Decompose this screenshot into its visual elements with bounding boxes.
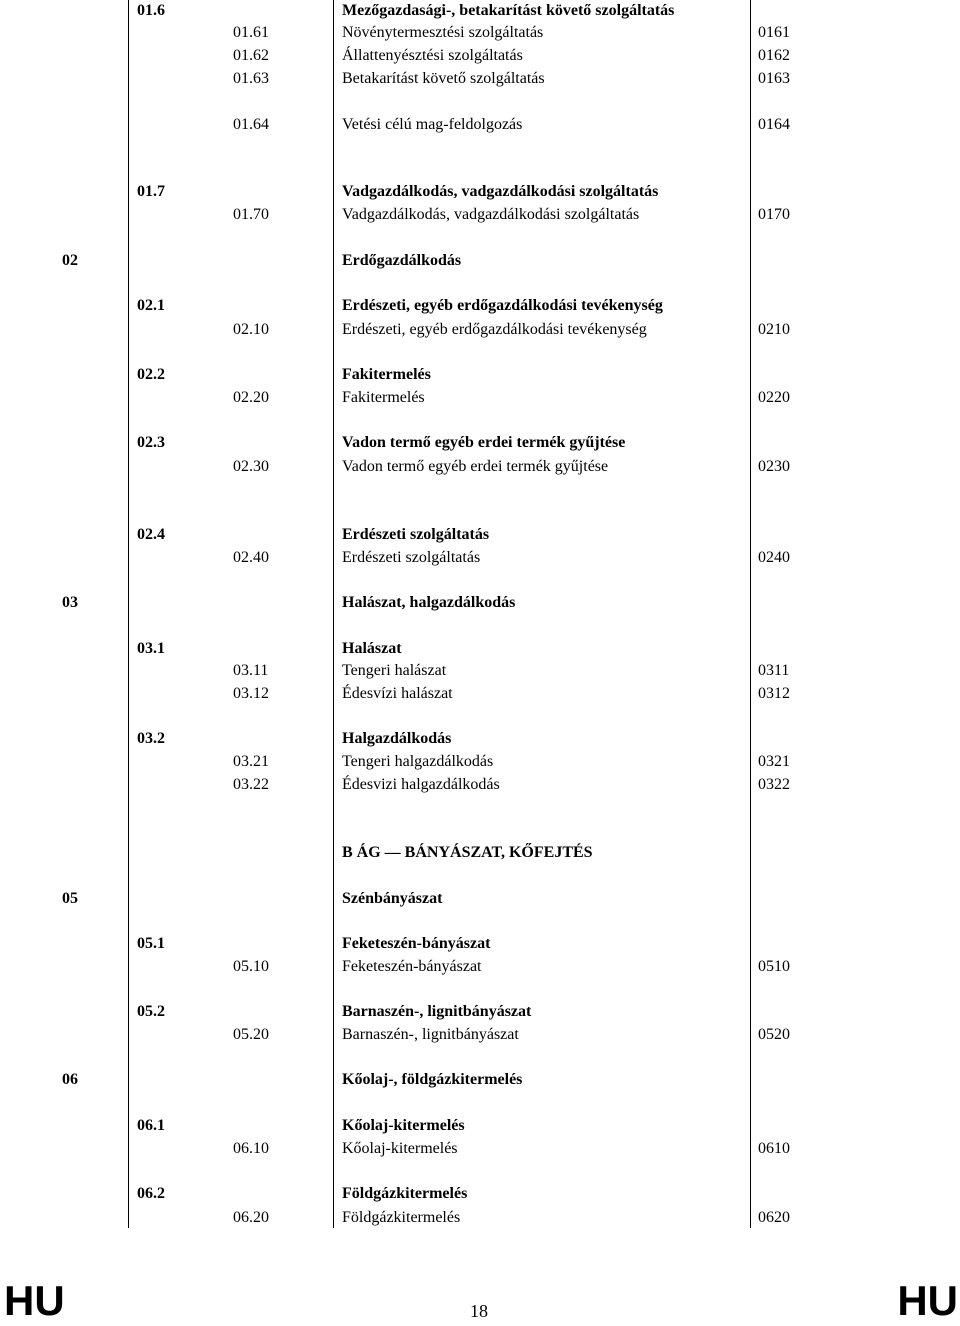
group-code: 01.6	[137, 2, 165, 19]
teor-code: 0164	[758, 116, 790, 133]
description: Barnaszén-, lignitbányászat	[342, 1003, 532, 1020]
description: Halászat, halgazdálkodás	[342, 594, 516, 611]
description: Erdészeti, egyéb erdőgazdálkodási tevékenység	[342, 321, 647, 338]
description: Kőolaj-, földgázkitermelés	[342, 1071, 523, 1088]
description: Növénytermesztési szolgáltatás	[342, 24, 544, 41]
description: Halászat	[342, 640, 402, 657]
teor-code: 0170	[758, 206, 790, 223]
division-code: 02	[62, 252, 78, 269]
table-row	[0, 204, 960, 226]
class-code: 05.10	[233, 958, 269, 975]
teor-code: 0162	[758, 47, 790, 64]
teor-code: 0210	[758, 321, 790, 338]
description: B ÁG — BÁNYÁSZAT, KŐFEJTÉS	[342, 844, 593, 861]
description: Erdőgazdálkodás	[342, 252, 462, 269]
table-row	[0, 22, 960, 44]
table-row	[0, 1207, 960, 1229]
table-row	[0, 1024, 960, 1046]
table-row	[0, 456, 960, 478]
group-code: 03.2	[137, 730, 165, 747]
table-row	[0, 774, 960, 796]
table-row	[0, 728, 960, 750]
footer-country-mark-right: HU	[897, 1277, 958, 1324]
group-code: 02.1	[137, 297, 165, 314]
page-number: 18	[470, 1301, 488, 1321]
class-code: 01.63	[233, 70, 269, 87]
description: Földgázkitermelés	[342, 1185, 468, 1202]
teor-code: 0510	[758, 958, 790, 975]
table-row	[0, 319, 960, 341]
class-code: 01.62	[233, 47, 269, 64]
table-row	[0, 547, 960, 569]
class-code: 03.22	[233, 776, 269, 793]
description: Feketeszén-bányászat	[342, 958, 482, 975]
group-code: 02.3	[137, 434, 165, 451]
class-code: 02.10	[233, 321, 269, 338]
division-code: 05	[62, 890, 78, 907]
teor-code: 0322	[758, 776, 790, 793]
table-row	[0, 45, 960, 67]
table-row	[0, 1138, 960, 1160]
group-code: 06.2	[137, 1185, 165, 1202]
table-row	[0, 842, 960, 864]
class-code: 01.61	[233, 24, 269, 41]
class-code: 06.10	[233, 1140, 269, 1157]
description: Kőolaj-kitermelés	[342, 1117, 465, 1134]
class-code: 03.12	[233, 685, 269, 702]
class-code: 02.30	[233, 458, 269, 475]
description: Mezőgazdasági-, betakarítást követő szolgáltatás	[342, 2, 675, 19]
table-row	[0, 592, 960, 614]
table-row	[0, 295, 960, 317]
description: Vadon termő egyéb erdei termék gyűjtése	[342, 458, 609, 475]
table-row	[0, 68, 960, 90]
description: Szénbányászat	[342, 890, 443, 907]
group-code: 02.4	[137, 526, 165, 543]
description: Halgazdálkodás	[342, 730, 452, 747]
class-code: 03.21	[233, 753, 269, 770]
description: Vetési célú mag-feldolgozás	[342, 116, 523, 133]
table-row	[0, 114, 960, 136]
group-code: 03.1	[137, 640, 165, 657]
table-row	[0, 250, 960, 272]
table-row	[0, 181, 960, 203]
table-row	[0, 933, 960, 955]
teor-code: 0620	[758, 1209, 790, 1226]
teor-code: 0312	[758, 685, 790, 702]
table-row	[0, 751, 960, 773]
table-row	[0, 1183, 960, 1205]
teor-code: 0230	[758, 458, 790, 475]
teor-code: 0163	[758, 70, 790, 87]
division-code: 06	[62, 1071, 78, 1088]
description: Édesvízi halászat	[342, 685, 453, 702]
description: Feketeszén-bányászat	[342, 935, 491, 952]
class-code: 01.64	[233, 116, 269, 133]
teor-code: 0240	[758, 549, 790, 566]
table-row	[0, 1115, 960, 1137]
description: Erdészeti szolgáltatás	[342, 526, 490, 543]
group-code: 05.1	[137, 935, 165, 952]
class-code: 01.70	[233, 206, 269, 223]
table-row	[0, 1069, 960, 1091]
table-row	[0, 683, 960, 705]
table-row	[0, 1001, 960, 1023]
group-code: 02.2	[137, 366, 165, 383]
description: Tengeri halgazdálkodás	[342, 753, 494, 770]
teor-code: 0321	[758, 753, 790, 770]
description: Kőolaj-kitermelés	[342, 1140, 458, 1157]
description: Betakarítást követő szolgáltatás	[342, 70, 545, 87]
class-code: 05.20	[233, 1026, 269, 1043]
table-row	[0, 387, 960, 409]
teor-code: 0610	[758, 1140, 790, 1157]
description: Földgázkitermelés	[342, 1209, 461, 1226]
class-code: 02.20	[233, 389, 269, 406]
table-row	[0, 364, 960, 386]
division-code: 03	[62, 594, 78, 611]
class-code: 02.40	[233, 549, 269, 566]
description: Fakitermelés	[342, 389, 425, 406]
table-row	[0, 888, 960, 910]
description: Tengeri halászat	[342, 662, 447, 679]
group-code: 05.2	[137, 1003, 165, 1020]
group-code: 01.7	[137, 183, 165, 200]
teor-code: 0520	[758, 1026, 790, 1043]
teor-code: 0220	[758, 389, 790, 406]
description: Fakitermelés	[342, 366, 431, 383]
table-row	[0, 660, 960, 682]
class-code: 03.11	[233, 662, 269, 679]
description: Barnaszén-, lignitbányászat	[342, 1026, 519, 1043]
description: Vadon termő egyéb erdei termék gyűjtése	[342, 434, 626, 451]
description: Vadgazdálkodás, vadgazdálkodási szolgáltatás	[342, 183, 659, 200]
description: Édesvizi halgazdálkodás	[342, 776, 500, 793]
table-row	[0, 524, 960, 546]
table-row	[0, 638, 960, 660]
class-code: 06.20	[233, 1209, 269, 1226]
group-code: 06.1	[137, 1117, 165, 1134]
teor-code: 0311	[758, 662, 790, 679]
description: Vadgazdálkodás, vadgazdálkodási szolgáltatás	[342, 206, 640, 223]
teor-code: 0161	[758, 24, 790, 41]
table-row	[0, 432, 960, 454]
table-row	[0, 0, 960, 22]
table-row	[0, 956, 960, 978]
footer-country-mark-left: HU	[4, 1277, 65, 1324]
description: Erdészeti, egyéb erdőgazdálkodási tevékenység	[342, 297, 663, 314]
description: Állattenyésztési szolgáltatás	[342, 47, 523, 64]
description: Erdészeti szolgáltatás	[342, 549, 481, 566]
